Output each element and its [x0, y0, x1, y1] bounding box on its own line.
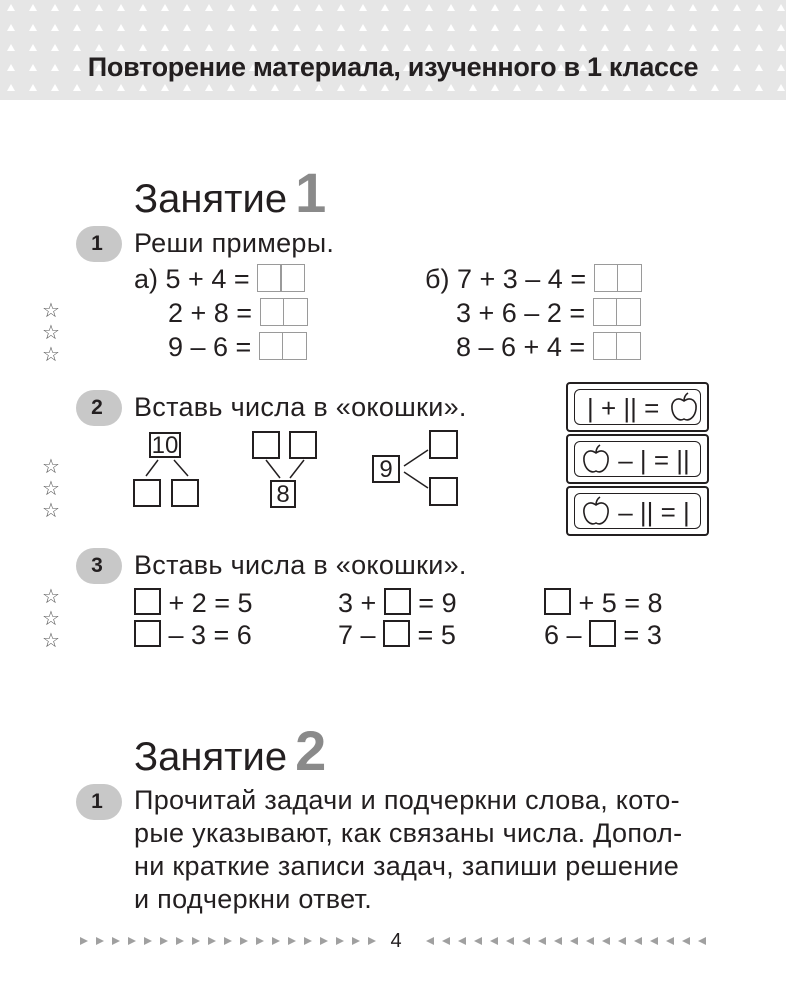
example-b1 — [425, 264, 642, 295]
lesson-2-task-1-text — [134, 784, 734, 916]
apple-outline-icon — [581, 444, 611, 476]
example-a3 — [168, 332, 307, 363]
tree-3-left-number: 9 — [372, 455, 400, 483]
apple-outline-icon — [581, 496, 611, 528]
star-outline-icon: ☆ — [42, 456, 60, 478]
empty-window[interactable] — [383, 620, 410, 647]
task-1-instruction: Реши примеры. — [134, 228, 335, 258]
star-outline-icon: ☆ — [42, 300, 60, 322]
apple-outline-icon — [669, 392, 699, 424]
tree-1-lines — [132, 456, 204, 480]
empty-window[interactable] — [133, 479, 161, 507]
lesson-1-heading — [134, 160, 326, 225]
equation: 5 + 4 = — [165, 264, 250, 294]
answer-box[interactable] — [593, 298, 641, 326]
task-3-r2-c3 — [544, 620, 662, 651]
col-b-prefix: б) — [425, 264, 450, 294]
lesson-label: Занятие — [134, 177, 288, 221]
equation: 3 + — [338, 588, 384, 618]
empty-window[interactable] — [429, 477, 458, 506]
equation-card-1 — [566, 382, 709, 432]
empty-window[interactable] — [384, 588, 411, 615]
col-a-prefix: а) — [134, 264, 159, 294]
star-outline-icon: ☆ — [42, 322, 60, 344]
empty-window[interactable] — [589, 620, 616, 647]
page-number: 4 — [390, 930, 402, 952]
answer-box[interactable] — [593, 332, 641, 360]
answer-box[interactable] — [260, 298, 308, 326]
text-line: ни краткие записи задач, запиши решение — [134, 851, 680, 881]
empty-window[interactable] — [544, 588, 571, 615]
empty-window[interactable] — [429, 430, 458, 459]
example-a2 — [168, 298, 308, 329]
card-equation: – || = | — [618, 497, 690, 527]
empty-window[interactable] — [289, 431, 317, 459]
star-outline-icon: ☆ — [42, 344, 60, 366]
equation: + 2 = 5 — [161, 588, 253, 618]
triangle-pattern — [0, 0, 786, 100]
task-3-r1-c2 — [338, 588, 457, 619]
star-outline-icon: ☆ — [42, 586, 60, 608]
equation: 6 – — [544, 620, 590, 650]
text-line: и подчеркни ответ. — [134, 884, 373, 914]
empty-window[interactable] — [134, 588, 161, 615]
answer-box[interactable] — [257, 264, 305, 292]
difficulty-stars — [42, 456, 70, 522]
task-3-instruction: Вставь числа в «окошки». — [134, 550, 467, 580]
card-equation: | + || = — [587, 393, 660, 423]
task-2-instruction: Вставь числа в «окошки». — [134, 392, 467, 422]
tree-2-lines — [256, 458, 314, 482]
equation-card-3 — [566, 486, 709, 536]
example-b3 — [456, 332, 641, 363]
difficulty-stars — [42, 300, 70, 366]
equation: 7 + 3 – 4 = — [456, 264, 587, 294]
tree-2-bottom-number: 8 — [270, 480, 296, 508]
answer-box[interactable] — [259, 332, 307, 360]
lesson-2-task-1-badge: 1 — [91, 790, 103, 813]
text-line: рые указывают, как связаны числа. Допол- — [134, 818, 683, 848]
example-a1 — [134, 264, 305, 295]
equation-card-2 — [566, 434, 709, 484]
card-equation: – | = || — [618, 445, 690, 475]
text-line: Прочитай задачи и подчеркни слова, кото- — [134, 785, 680, 815]
star-outline-icon: ☆ — [42, 630, 60, 652]
example-b2 — [456, 298, 641, 329]
equation: = 5 — [410, 620, 456, 650]
tree-3-lines — [400, 440, 432, 496]
lesson-label: Занятие — [134, 735, 288, 779]
empty-window[interactable] — [171, 479, 199, 507]
card-inner — [574, 493, 701, 529]
page-title: Повторение материала, изученного в 1 классе — [87, 52, 699, 82]
equation: = 3 — [616, 620, 662, 650]
difficulty-stars — [42, 586, 70, 652]
task-3-r1-c3 — [544, 588, 663, 619]
task-1-badge: 1 — [91, 232, 103, 255]
card-inner — [574, 441, 701, 477]
card-inner — [574, 389, 701, 425]
task-3-r2-c2 — [338, 620, 456, 651]
equation: 3 + 6 – 2 = — [456, 298, 586, 328]
equation: 2 + 8 = — [168, 298, 253, 328]
star-outline-icon: ☆ — [42, 500, 60, 522]
equation: 7 – — [338, 620, 384, 650]
tree-1-top-number: 10 — [149, 432, 181, 458]
answer-box[interactable] — [594, 264, 642, 292]
lesson-number: 1 — [295, 161, 327, 224]
lesson-2-heading — [134, 718, 326, 783]
task-3-r1-c1 — [134, 588, 253, 619]
equation: 9 – 6 = — [168, 332, 252, 362]
star-outline-icon: ☆ — [42, 608, 60, 630]
equation: + 5 = 8 — [571, 588, 663, 618]
empty-window[interactable] — [134, 620, 161, 647]
task-2-badge: 2 — [91, 396, 103, 419]
equation: = 9 — [410, 588, 457, 618]
equation: 8 – 6 + 4 = — [456, 332, 586, 362]
lesson-number: 2 — [295, 719, 327, 782]
header-band — [0, 0, 786, 100]
star-outline-icon: ☆ — [42, 478, 60, 500]
empty-window[interactable] — [252, 431, 280, 459]
equation: – 3 = 6 — [161, 620, 252, 650]
task-3-badge: 3 — [91, 554, 103, 577]
task-3-r2-c1 — [134, 620, 252, 651]
